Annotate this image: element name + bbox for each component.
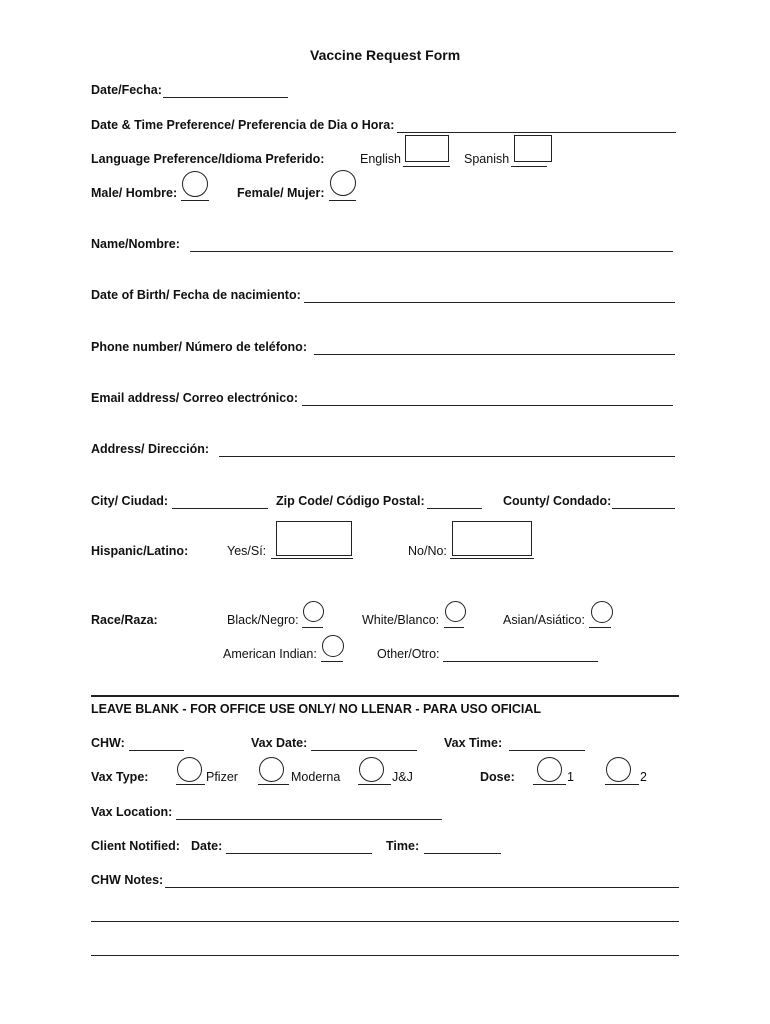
client-date-field[interactable] xyxy=(226,853,372,854)
address-label: Address/ Dirección: xyxy=(91,442,210,456)
zip-label: Zip Code/ Código Postal: xyxy=(276,494,425,508)
female-radio[interactable] xyxy=(330,170,356,196)
dose-2-radio[interactable] xyxy=(606,757,631,782)
language-english-line xyxy=(403,166,450,167)
hispanic-no-label: No/No: xyxy=(408,544,447,558)
hispanic-no-line xyxy=(450,558,534,559)
client-time-label: Time: xyxy=(386,839,420,853)
race-white-label: White/Blanco: xyxy=(362,613,440,627)
county-field[interactable] xyxy=(612,508,675,509)
county-label: County/ Condado: xyxy=(503,494,612,508)
vax-jj-label: J&J xyxy=(392,770,413,784)
email-field[interactable] xyxy=(302,405,673,406)
vax-moderna-radio[interactable] xyxy=(259,757,284,782)
page-title: Vaccine Request Form xyxy=(310,47,461,63)
race-white-radio[interactable] xyxy=(445,601,466,622)
chw-field[interactable] xyxy=(129,750,184,751)
race-black-label: Black/Negro: xyxy=(227,613,299,627)
city-label: City/ Ciudad: xyxy=(91,494,169,508)
office-heading: LEAVE BLANK - FOR OFFICE USE ONLY/ NO LLENAR - PARA USO OFICIAL xyxy=(91,702,542,716)
vax-location-label: Vax Location: xyxy=(91,805,173,819)
language-spanish-label: Spanish xyxy=(464,152,510,166)
race-black-line xyxy=(302,627,323,628)
vax-jj-line xyxy=(358,784,391,785)
race-american-indian-label: American Indian: xyxy=(223,647,317,661)
chw-notes-line-3[interactable] xyxy=(91,955,679,956)
language-label: Language Preference/Idioma Preferido: xyxy=(91,152,325,166)
race-black-radio[interactable] xyxy=(303,601,324,622)
dob-label: Date of Birth/ Fecha de nacimiento: xyxy=(91,288,301,302)
name-label: Name/Nombre: xyxy=(91,237,180,251)
race-american-indian-line xyxy=(321,661,343,662)
dose-1-label: 1 xyxy=(567,770,574,784)
email-label: Email address/ Correo electrónico: xyxy=(91,391,299,405)
vax-pfizer-radio[interactable] xyxy=(177,757,202,782)
office-divider xyxy=(91,695,679,697)
race-other-field[interactable] xyxy=(443,661,598,662)
dose-2-label: 2 xyxy=(640,770,647,784)
vax-pfizer-label: Pfizer xyxy=(206,770,238,784)
date-time-preference-field[interactable] xyxy=(397,132,676,133)
language-english-label: English xyxy=(360,152,401,166)
dose-1-line xyxy=(533,784,566,785)
hispanic-no-checkbox[interactable] xyxy=(452,521,532,556)
vax-date-label: Vax Date: xyxy=(251,736,308,750)
vax-type-label: Vax Type: xyxy=(91,770,149,784)
female-label: Female/ Mujer: xyxy=(237,186,325,200)
male-line xyxy=(181,200,209,201)
client-date-label: Date: xyxy=(191,839,223,853)
client-notified-label: Client Notified: xyxy=(91,839,180,853)
race-american-indian-radio[interactable] xyxy=(322,635,344,657)
vax-date-field[interactable] xyxy=(311,750,417,751)
vax-moderna-line xyxy=(258,784,289,785)
hispanic-yes-checkbox[interactable] xyxy=(276,521,352,556)
client-time-field[interactable] xyxy=(424,853,501,854)
race-asian-radio[interactable] xyxy=(591,601,613,623)
date-time-preference-label: Date & Time Preference/ Preferencia de Dia o Hora: xyxy=(91,118,395,132)
phone-field[interactable] xyxy=(314,354,675,355)
dose-1-radio[interactable] xyxy=(537,757,562,782)
chw-label: CHW: xyxy=(91,736,125,750)
address-field[interactable] xyxy=(219,456,675,457)
male-label: Male/ Hombre: xyxy=(91,186,178,200)
vax-pfizer-line xyxy=(176,784,205,785)
phone-label: Phone number/ Número de teléfono: xyxy=(91,340,307,354)
dose-2-line xyxy=(605,784,639,785)
vax-time-field[interactable] xyxy=(509,750,585,751)
race-other-label: Other/Otro: xyxy=(377,647,440,661)
chw-notes-line-2[interactable] xyxy=(91,921,679,922)
dob-field[interactable] xyxy=(304,302,675,303)
hispanic-label: Hispanic/Latino: xyxy=(91,544,189,558)
chw-notes-label: CHW Notes: xyxy=(91,873,164,887)
hispanic-yes-line xyxy=(271,558,353,559)
vax-jj-radio[interactable] xyxy=(359,757,384,782)
race-asian-line xyxy=(589,627,611,628)
male-radio[interactable] xyxy=(182,171,208,197)
vax-moderna-label: Moderna xyxy=(291,770,341,784)
vax-time-label: Vax Time: xyxy=(444,736,503,750)
female-line xyxy=(329,200,356,201)
hispanic-yes-label: Yes/Sí: xyxy=(227,544,267,558)
date-field[interactable] xyxy=(163,97,288,98)
chw-notes-field[interactable] xyxy=(165,887,679,888)
city-field[interactable] xyxy=(172,508,268,509)
vax-location-field[interactable] xyxy=(176,819,442,820)
name-field[interactable] xyxy=(190,251,673,252)
race-white-line xyxy=(444,627,464,628)
language-english-checkbox[interactable] xyxy=(405,135,449,162)
date-label: Date/Fecha: xyxy=(91,83,162,97)
zip-field[interactable] xyxy=(427,508,482,509)
dose-label: Dose: xyxy=(480,770,515,784)
race-asian-label: Asian/Asiático: xyxy=(503,613,585,627)
race-label: Race/Raza: xyxy=(91,613,158,627)
language-spanish-line xyxy=(511,166,547,167)
language-spanish-checkbox[interactable] xyxy=(514,135,552,162)
